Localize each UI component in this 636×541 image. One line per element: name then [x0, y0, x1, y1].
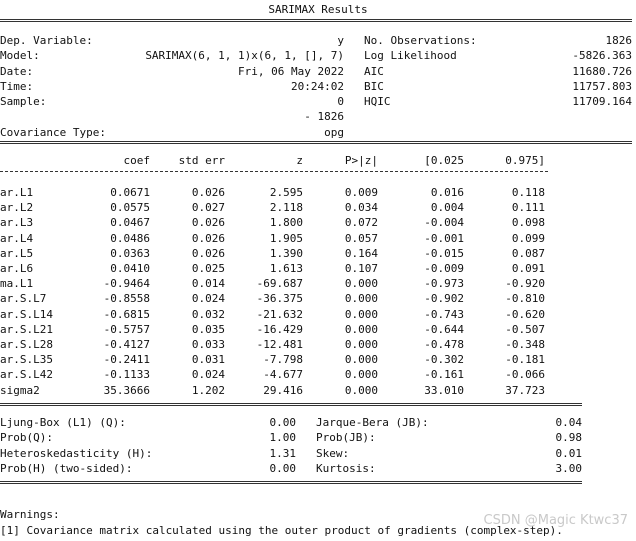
header-left-label: Model: [0, 49, 40, 62]
param-z: -12.481 [256, 338, 303, 351]
param-coef: 0.0486 [110, 231, 150, 245]
param-coef: 0.0363 [110, 246, 150, 260]
param-z: 1.390 [269, 246, 303, 260]
param-lo: -0.015 [424, 246, 464, 260]
param-p: 0.000 [344, 292, 378, 306]
param-coef: -0.4127 [103, 338, 150, 351]
warnings-heading: Warnings: [0, 508, 60, 521]
header-right-value: 11680.726 [572, 65, 632, 78]
param-coef: 0.0575 [110, 201, 150, 215]
param-std-err: 0.033 [191, 338, 225, 351]
param-name: ar.L6 [0, 262, 34, 275]
coef-column-header: 0.975] [505, 154, 545, 167]
param-p: 0.000 [344, 353, 378, 367]
header-right-value: 1826 [605, 34, 632, 47]
param-lo: -0.902 [424, 292, 464, 306]
param-hi: 0.091 [511, 262, 545, 275]
param-z: -69.687 [256, 277, 303, 291]
param-hi: -0.181 [505, 353, 545, 367]
header-left-label: Sample: [0, 95, 47, 108]
param-z: 29.416 [263, 383, 303, 397]
param-hi: 0.098 [511, 216, 545, 230]
param-p: 0.000 [344, 307, 378, 321]
diag-right-label: Prob(JB): [316, 431, 376, 444]
param-std-err: 0.026 [191, 216, 225, 230]
diag-right-value: 3.00 [555, 462, 582, 475]
header-right-label: No. Observations: [364, 34, 477, 47]
param-p: 0.000 [344, 338, 378, 351]
param-hi: -0.620 [505, 307, 545, 321]
param-z: -7.798 [263, 353, 303, 367]
param-coef: 0.0467 [110, 216, 150, 230]
param-std-err: 0.014 [191, 277, 225, 291]
watermark: CSDN @Magic Ktwc37 [483, 513, 628, 528]
coef-column-header: P>|z| [344, 154, 378, 167]
param-name: ar.S.L35 [0, 353, 53, 367]
param-p: 0.000 [344, 383, 378, 397]
param-std-err: 0.026 [191, 231, 225, 245]
param-p: 0.072 [344, 216, 378, 230]
param-std-err: 0.026 [191, 186, 225, 199]
header-right-label: HQIC [364, 95, 391, 108]
param-name: ar.L5 [0, 246, 34, 260]
double-rule-coef-end [0, 403, 582, 406]
diag-left-value: 1.00 [269, 431, 296, 444]
param-std-err: 0.025 [191, 262, 225, 275]
param-hi: -0.507 [505, 322, 545, 336]
param-z: -16.429 [256, 322, 303, 336]
header-right-value: 11757.803 [572, 80, 632, 93]
double-rule-header-end [0, 141, 632, 144]
param-name: ar.L2 [0, 201, 34, 215]
param-p: 0.057 [344, 231, 378, 245]
param-lo: -0.009 [424, 262, 464, 275]
double-rule-bottom [0, 481, 582, 484]
coef-column-header: z [296, 154, 303, 167]
param-std-err: 0.031 [191, 353, 225, 367]
diag-left-value: 0.00 [269, 416, 296, 429]
param-name: ma.L1 [0, 277, 34, 291]
param-hi: -0.066 [505, 368, 545, 382]
param-z: -4.677 [263, 368, 303, 382]
param-lo: 0.004 [430, 201, 464, 215]
report-title: SARIMAX Results [268, 3, 368, 16]
param-name: ar.L1 [0, 186, 34, 199]
param-lo: -0.161 [424, 368, 464, 382]
param-lo: 0.016 [430, 186, 464, 199]
param-hi: -0.348 [505, 338, 545, 351]
param-z: 2.118 [269, 201, 303, 215]
diag-right-value: 0.04 [555, 416, 582, 429]
param-z: 1.905 [269, 231, 303, 245]
diag-left-value: 0.00 [269, 462, 296, 475]
param-std-err: 0.026 [191, 246, 225, 260]
diag-left-label: Ljung-Box (L1) (Q): [0, 416, 126, 429]
diag-left-label: Heteroskedasticity (H): [0, 447, 153, 460]
param-coef: -0.6815 [103, 307, 150, 321]
param-lo: -0.004 [424, 216, 464, 230]
param-p: 0.000 [344, 368, 378, 382]
header-left-value: y [337, 34, 344, 47]
diag-right-label: Jarque-Bera (JB): [316, 416, 429, 429]
param-p: 0.107 [344, 262, 378, 275]
param-lo: -0.644 [424, 322, 464, 336]
header-left-label: Dep. Variable: [0, 34, 93, 47]
param-lo: -0.302 [424, 353, 464, 367]
param-lo: 33.010 [424, 383, 464, 397]
param-lo: -0.743 [424, 307, 464, 321]
param-name: ar.S.L14 [0, 307, 53, 321]
param-z: 2.595 [269, 186, 303, 199]
param-name: ar.S.L28 [0, 338, 53, 351]
param-hi: -0.810 [505, 292, 545, 306]
param-z: -21.632 [256, 307, 303, 321]
coef-column-header: std err [178, 154, 225, 167]
param-p: 0.000 [344, 277, 378, 291]
param-coef: 0.0410 [110, 262, 150, 275]
param-lo: -0.001 [424, 231, 464, 245]
param-std-err: 0.032 [191, 307, 225, 321]
param-lo: -0.478 [424, 338, 464, 351]
header-left-value: 0 [337, 95, 344, 108]
header-left-label: Date: [0, 65, 34, 78]
param-std-err: 0.024 [191, 292, 225, 306]
param-name: ar.S.L42 [0, 368, 53, 382]
param-lo: -0.973 [424, 277, 464, 291]
param-hi: 0.118 [511, 186, 545, 199]
param-hi: -0.920 [505, 277, 545, 291]
param-hi: 0.111 [511, 201, 545, 215]
diag-left-label: Prob(Q): [0, 431, 53, 444]
param-std-err: 0.024 [191, 368, 225, 382]
header-left-value: 20:24:02 [291, 80, 344, 93]
diag-left-label: Prob(H) (two-sided): [0, 462, 133, 475]
param-p: 0.009 [344, 186, 378, 199]
diag-left-value: 1.31 [269, 447, 296, 460]
param-coef: -0.8558 [103, 292, 150, 306]
header-left-value: SARIMAX(6, 1, 1)x(6, 1, [], 7) [145, 49, 344, 62]
param-hi: 37.723 [505, 383, 545, 397]
coef-column-header: [0.025 [424, 154, 464, 167]
param-hi: 0.087 [511, 246, 545, 260]
diag-right-value: 0.01 [555, 447, 582, 460]
param-coef: 35.3666 [103, 383, 150, 397]
coef-column-header: coef [123, 154, 150, 167]
diag-right-value: 0.98 [555, 431, 582, 444]
param-name: ar.L3 [0, 216, 34, 230]
param-hi: 0.099 [511, 231, 545, 245]
param-coef: -0.5757 [103, 322, 150, 336]
param-coef: -0.2411 [103, 353, 150, 367]
param-std-err: 1.202 [191, 383, 225, 397]
param-std-err: 0.035 [191, 322, 225, 336]
param-p: 0.000 [344, 322, 378, 336]
diag-right-label: Skew: [316, 447, 350, 460]
param-name: ar.S.L7 [0, 292, 47, 306]
param-name: sigma2 [0, 383, 40, 397]
param-z: -36.375 [256, 292, 303, 306]
param-coef: 0.0671 [110, 186, 150, 199]
param-coef: -0.1133 [103, 368, 150, 382]
param-std-err: 0.027 [191, 201, 225, 215]
header-left-value: Fri, 06 May 2022 [238, 65, 344, 78]
dashed-rule-coef [0, 171, 548, 172]
param-name: ar.L4 [0, 231, 34, 245]
param-coef: -0.9464 [103, 277, 150, 291]
diag-right-label: Kurtosis: [316, 462, 376, 475]
param-name: ar.S.L21 [0, 322, 53, 336]
header-right-label: Log Likelihood [364, 49, 457, 62]
header-right-label: BIC [364, 80, 384, 93]
param-z: 1.613 [269, 262, 303, 275]
header-left-value: opg [324, 126, 344, 139]
header-left-value: - 1826 [304, 110, 344, 123]
double-rule-top [0, 19, 632, 22]
header-right-value: -5826.363 [572, 49, 632, 62]
header-left-label: Time: [0, 80, 34, 93]
param-p: 0.164 [344, 246, 378, 260]
header-left-label: Covariance Type: [0, 126, 106, 139]
param-z: 1.800 [269, 216, 303, 230]
header-right-value: 11709.164 [572, 95, 632, 108]
param-p: 0.034 [344, 201, 378, 215]
warning-line: [1] Covariance matrix calculated using the outer product of gradients (complex-step). [0, 524, 563, 537]
header-right-label: AIC [364, 65, 384, 78]
